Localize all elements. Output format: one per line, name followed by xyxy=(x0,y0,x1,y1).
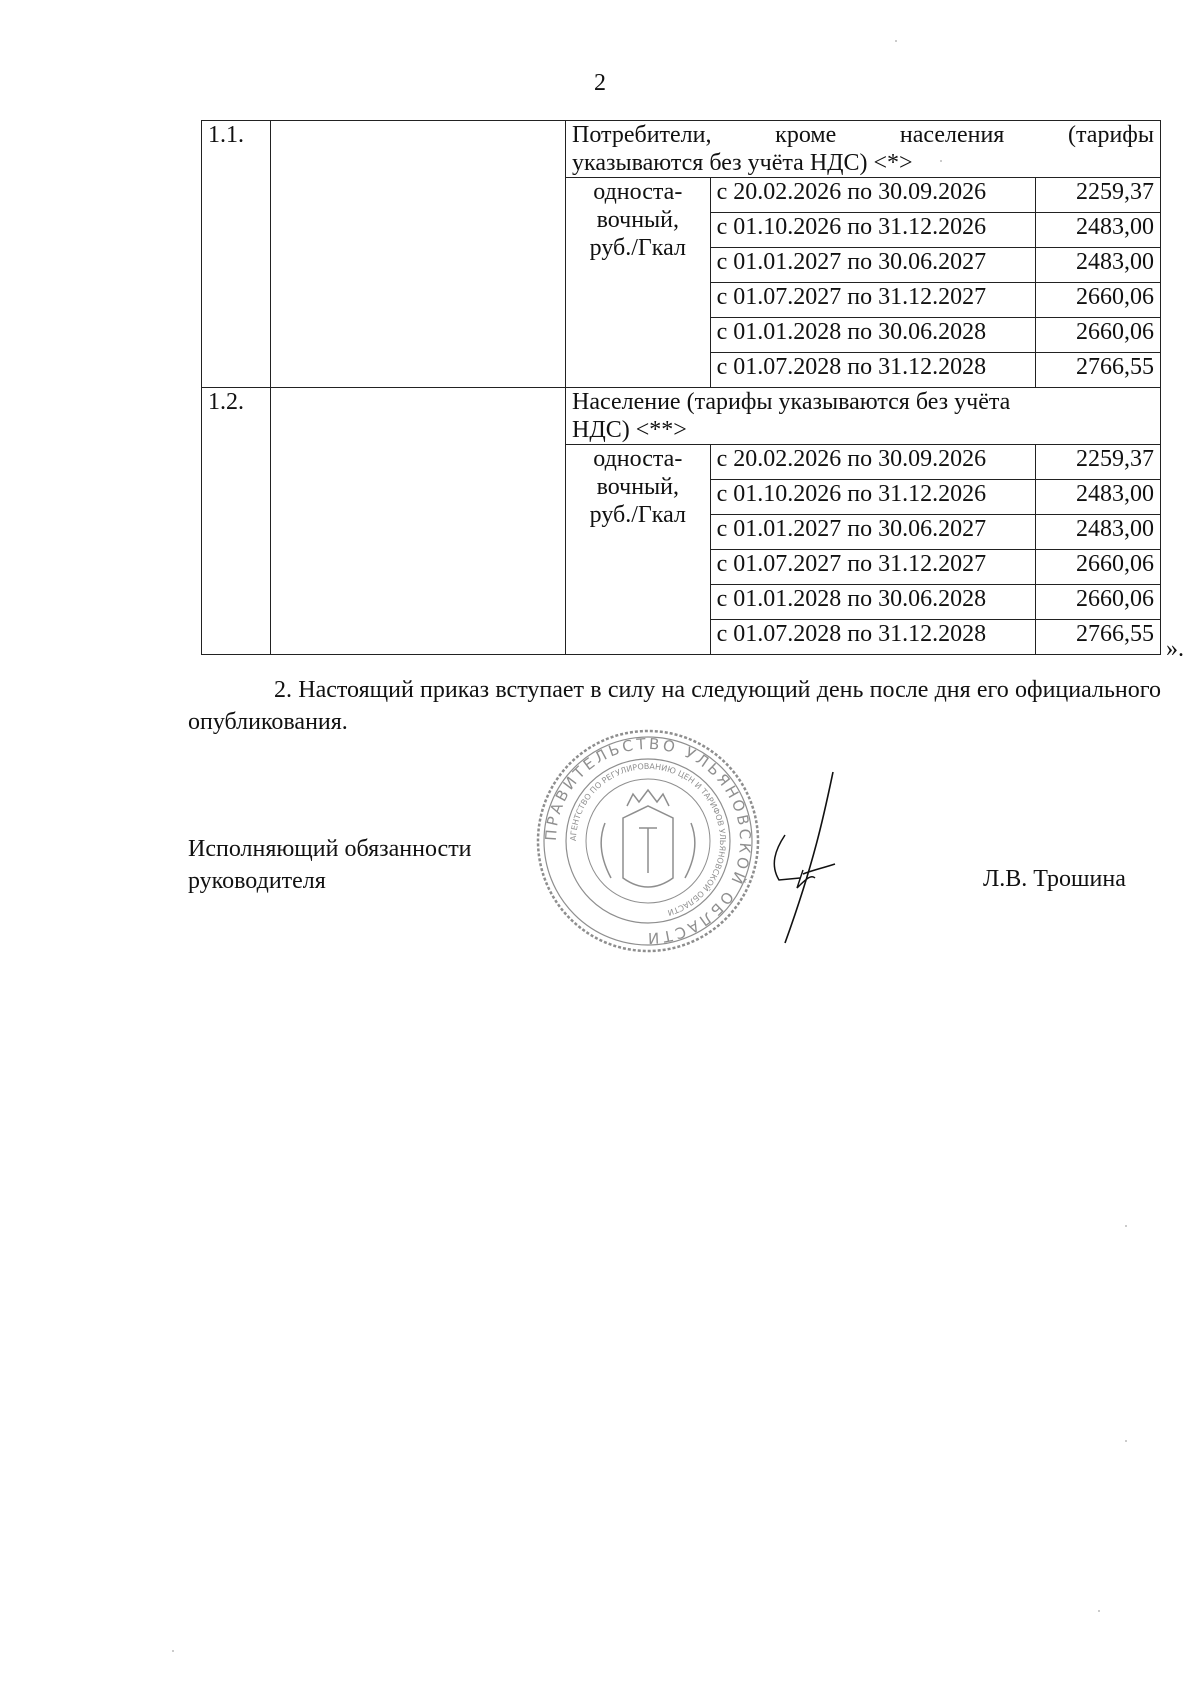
tariff-value: 2259,37 xyxy=(1036,178,1161,213)
consumer-category-line2: указываются без учёта НДС) <*> xyxy=(572,150,913,176)
consumer-category-word: Потребители, xyxy=(572,122,712,148)
tariff-value: 2483,00 xyxy=(1036,480,1161,515)
item-number: 1.2. xyxy=(202,388,271,655)
paragraph-2-text: 2. Настоящий приказ вступает в силу на следующий день после дня его официального опубликования. xyxy=(188,677,1161,735)
tariff-value: 2660,06 xyxy=(1036,283,1161,318)
tariff-value: 2259,37 xyxy=(1036,445,1161,480)
category-header-row xyxy=(202,121,1161,178)
category-header-row xyxy=(202,388,1161,445)
tariff-value: 2483,00 xyxy=(1036,515,1161,550)
tariff-period: с 20.02.2026 по 30.09.2026 xyxy=(710,445,1036,480)
tariff-unit xyxy=(566,178,711,388)
consumer-category-line1 xyxy=(572,121,1154,149)
tariff-period: с 20.02.2026 по 30.09.2026 xyxy=(710,178,1036,213)
consumer-category xyxy=(566,388,1161,445)
tariff-period: с 01.07.2027 по 31.12.2027 xyxy=(710,283,1036,318)
consumer-category-word: кроме xyxy=(775,122,837,148)
tariff-period: с 01.01.2028 по 30.06.2028 xyxy=(710,318,1036,353)
tariff-value: 2660,06 xyxy=(1036,585,1161,620)
signatory-position-line2: руководителя xyxy=(188,868,326,894)
organization-cell xyxy=(270,388,565,655)
tariff-unit-line: односта- xyxy=(593,446,683,472)
item-number: 1.1. xyxy=(202,121,271,388)
tariff-period: с 01.10.2026 по 31.12.2026 xyxy=(710,480,1036,515)
tariff-unit-line: вочный, xyxy=(596,207,680,233)
tariff-unit-line: вочный, xyxy=(596,474,680,500)
consumer-category xyxy=(566,121,1161,178)
signatory-name: Л.В. Трошина xyxy=(983,866,1126,892)
tariff-period: с 01.07.2027 по 31.12.2027 xyxy=(710,550,1036,585)
tariff-value: 2766,55 xyxy=(1036,353,1161,388)
tariff-unit-line: односта- xyxy=(593,179,683,205)
tariff-unit-line: руб./Гкал xyxy=(589,235,686,261)
page-number: 2 xyxy=(594,70,606,96)
signatory-position-line1: Исполняющий обязанности xyxy=(188,836,472,862)
svg-text:АГЕНТСТВО ПО РЕГУЛИРОВАНИЮ ЦЕН: АГЕНТСТВО ПО РЕГУЛИРОВАНИЮ ЦЕН И ТАРИФОВ УЛЬЯНОВСКОЙ ОБЛАСТИ xyxy=(568,761,728,918)
tariff-value: 2660,06 xyxy=(1036,550,1161,585)
handwritten-signature xyxy=(745,770,865,945)
consumer-category-word: населения xyxy=(899,122,1005,148)
tariff-unit xyxy=(566,445,711,655)
signatory-position xyxy=(188,833,472,897)
tariff-unit-line: руб./Гкал xyxy=(589,502,686,528)
tariff-period: с 01.01.2028 по 30.06.2028 xyxy=(710,585,1036,620)
consumer-category-word: (тарифы xyxy=(1068,122,1154,148)
tariff-period: с 01.01.2027 по 30.06.2027 xyxy=(710,515,1036,550)
tariff-value: 2660,06 xyxy=(1036,318,1161,353)
tariff-value: 2483,00 xyxy=(1036,213,1161,248)
tariff-period: с 01.01.2027 по 30.06.2027 xyxy=(710,248,1036,283)
tariff-period: с 01.07.2028 по 31.12.2028 xyxy=(710,353,1036,388)
closing-quote-mark: ». xyxy=(1166,636,1184,662)
official-seal-stamp xyxy=(535,728,761,954)
tariff-period: с 01.10.2026 по 31.12.2026 xyxy=(710,213,1036,248)
tariff-value: 2483,00 xyxy=(1036,248,1161,283)
consumer-category-line2: НДС) <**> xyxy=(572,417,687,443)
svg-text:ПРАВИТЕЛЬСТВО УЛЬЯНОВСКОЙ ОБЛА: ПРАВИТЕЛЬСТВО УЛЬЯНОВСКОЙ ОБЛАСТИ xyxy=(541,734,755,948)
tariff-value: 2766,55 xyxy=(1036,620,1161,655)
tariff-period: с 01.07.2028 по 31.12.2028 xyxy=(710,620,1036,655)
organization-cell xyxy=(270,121,565,388)
tariff-table xyxy=(201,120,1161,655)
consumer-category-line1: Население (тарифы указываются без учёта xyxy=(572,389,1011,415)
